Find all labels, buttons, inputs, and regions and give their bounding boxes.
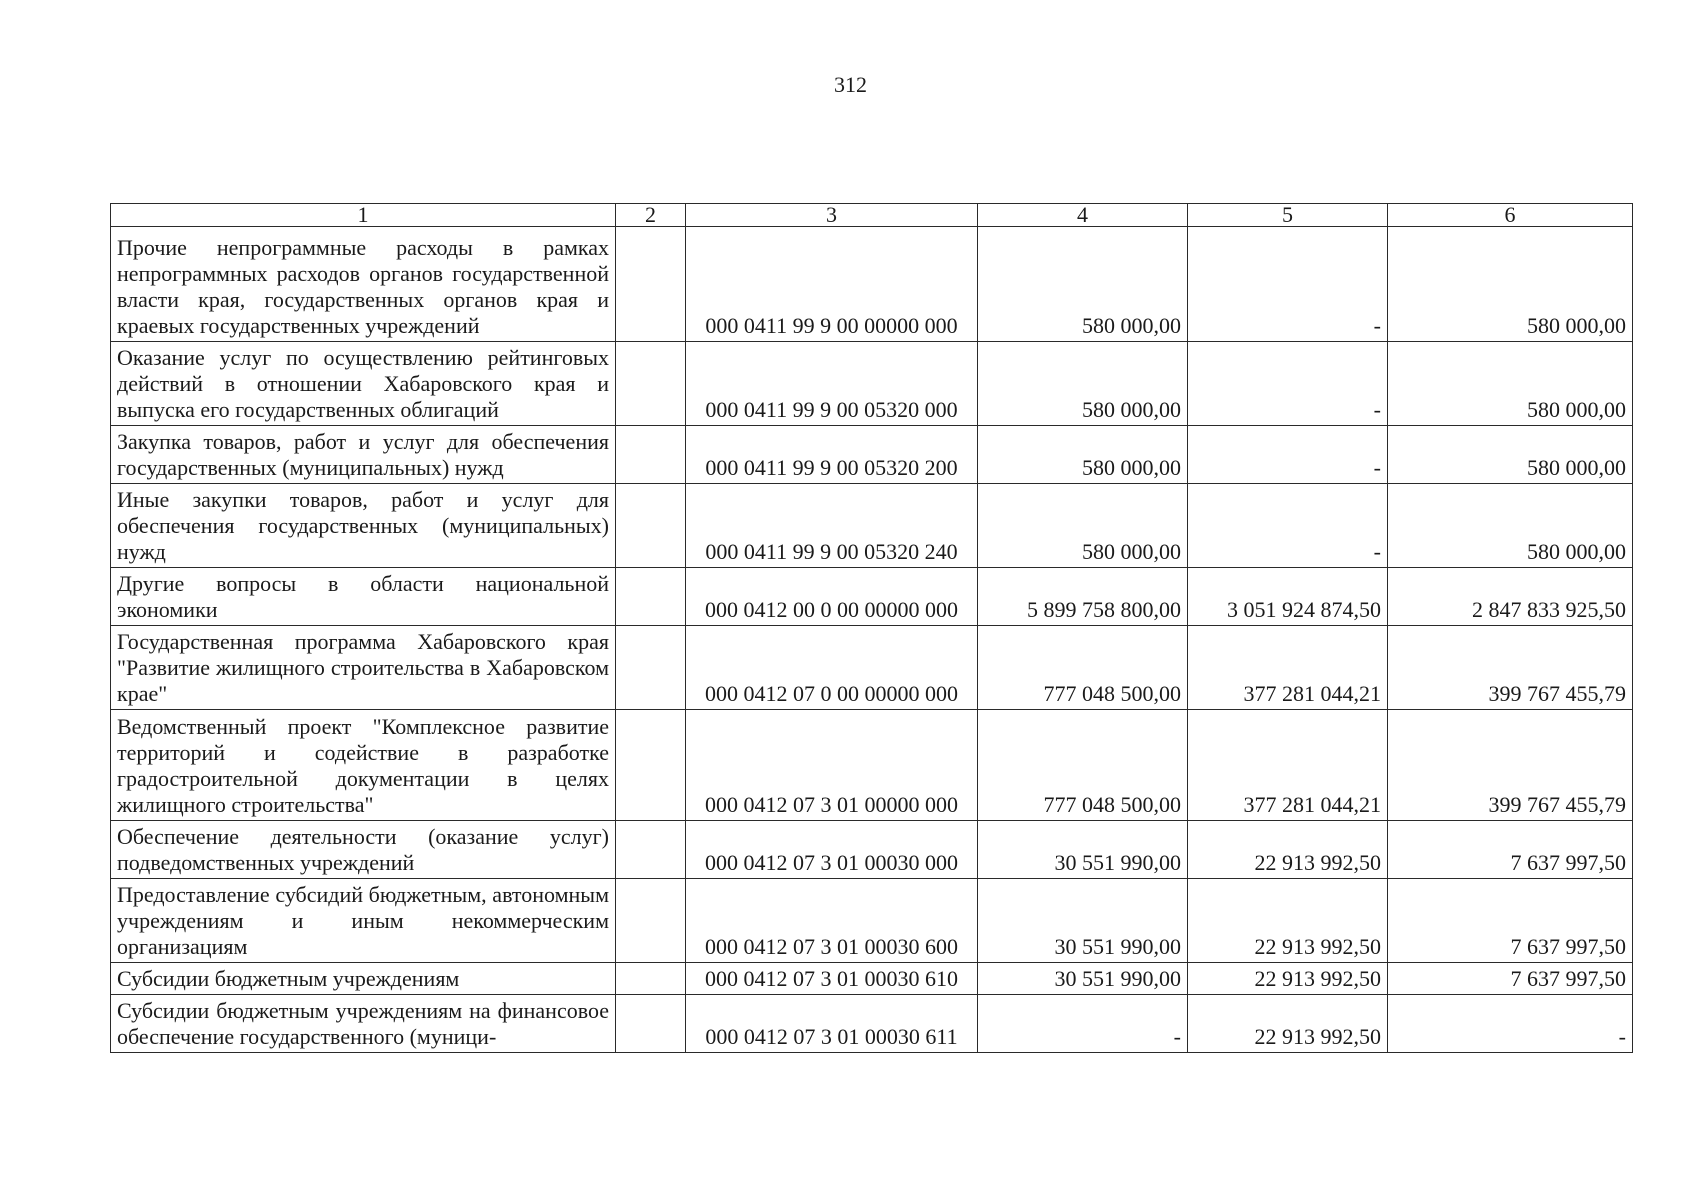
page-number: 312 <box>834 72 867 97</box>
column-header: 1 <box>111 204 616 227</box>
row-code: 000 0412 07 3 01 00030 600 <box>686 879 978 963</box>
row-value-4: 580 000,00 <box>978 342 1188 426</box>
row-value-6: 7 637 997,50 <box>1388 963 1633 995</box>
row-value-6: 580 000,00 <box>1388 227 1633 342</box>
row-description: Субсидии бюджетным учреждениям <box>111 963 616 995</box>
row-description: Государственная программа Хабаровского края "Развитие жилищного строительства в Хабаровском крае" <box>111 626 616 710</box>
row-description: Ведомственный проект "Комплексное развитие территорий и содействие в разработке градостроительной документации в целях жилищного строительства" <box>111 710 616 821</box>
row-value-6: 580 000,00 <box>1388 342 1633 426</box>
row-value-6: 580 000,00 <box>1388 426 1633 484</box>
row-value-5: 377 281 044,21 <box>1188 710 1388 821</box>
table-row <box>111 484 1633 568</box>
row-value-6: 399 767 455,79 <box>1388 710 1633 821</box>
row-value-6: 2 847 833 925,50 <box>1388 568 1633 626</box>
row-description: Иные закупки товаров, работ и услуг для обеспечения государственных (муниципальных) нужд <box>111 484 616 568</box>
row-value-5: 377 281 044,21 <box>1188 626 1388 710</box>
row-code: 000 0412 07 3 01 00030 610 <box>686 963 978 995</box>
row-code: 000 0411 99 9 00 05320 000 <box>686 342 978 426</box>
table-row <box>111 426 1633 484</box>
row-col2 <box>616 227 686 342</box>
row-col2 <box>616 568 686 626</box>
table-header-row <box>111 204 1633 227</box>
row-value-4: 777 048 500,00 <box>978 710 1188 821</box>
row-value-6: 580 000,00 <box>1388 484 1633 568</box>
row-value-6: 7 637 997,50 <box>1388 879 1633 963</box>
row-col2 <box>616 821 686 879</box>
row-value-4: 30 551 990,00 <box>978 879 1188 963</box>
row-value-5: - <box>1188 342 1388 426</box>
row-value-5: - <box>1188 484 1388 568</box>
row-description: Закупка товаров, работ и услуг для обеспечения государственных (муниципальных) нужд <box>111 426 616 484</box>
table-row <box>111 821 1633 879</box>
row-value-4: 777 048 500,00 <box>978 626 1188 710</box>
table-row <box>111 710 1633 821</box>
row-value-4: 5 899 758 800,00 <box>978 568 1188 626</box>
row-description: Другие вопросы в области национальной экономики <box>111 568 616 626</box>
row-value-5: - <box>1188 426 1388 484</box>
row-description: Субсидии бюджетным учреждениям на финансовое обеспечение государственного (муници- <box>111 995 616 1053</box>
row-col2 <box>616 963 686 995</box>
table-row <box>111 879 1633 963</box>
table-row <box>111 342 1633 426</box>
row-col2 <box>616 426 686 484</box>
row-value-5: 22 913 992,50 <box>1188 963 1388 995</box>
row-description: Прочие непрограммные расходы в рамках непрограммных расходов органов государственной власти края, государственных органов края и краевых государственных учреждений <box>111 227 616 342</box>
row-description: Обеспечение деятельности (оказание услуг) подведомственных учреждений <box>111 821 616 879</box>
row-col2 <box>616 879 686 963</box>
row-code: 000 0412 07 0 00 00000 000 <box>686 626 978 710</box>
table-row <box>111 626 1633 710</box>
row-code: 000 0411 99 9 00 05320 240 <box>686 484 978 568</box>
row-code: 000 0412 07 3 01 00030 000 <box>686 821 978 879</box>
row-value-4: 30 551 990,00 <box>978 821 1188 879</box>
row-col2 <box>616 995 686 1053</box>
column-header: 5 <box>1188 204 1388 227</box>
row-col2 <box>616 710 686 821</box>
row-value-6: 7 637 997,50 <box>1388 821 1633 879</box>
row-code: 000 0412 00 0 00 00000 000 <box>686 568 978 626</box>
row-value-5: 3 051 924 874,50 <box>1188 568 1388 626</box>
column-header: 4 <box>978 204 1188 227</box>
budget-table <box>110 203 1633 1053</box>
row-col2 <box>616 342 686 426</box>
table-row <box>111 963 1633 995</box>
row-value-4: 580 000,00 <box>978 484 1188 568</box>
row-value-4: 580 000,00 <box>978 227 1188 342</box>
row-code: 000 0411 99 9 00 00000 000 <box>686 227 978 342</box>
row-value-6: - <box>1388 995 1633 1053</box>
row-value-4: - <box>978 995 1188 1053</box>
table-row <box>111 227 1633 342</box>
row-code: 000 0412 07 3 01 00000 000 <box>686 710 978 821</box>
table-row <box>111 995 1633 1053</box>
table-row <box>111 568 1633 626</box>
row-description: Предоставление субсидий бюджетным, автономным учреждениям и иным некоммерческим организациям <box>111 879 616 963</box>
row-value-6: 399 767 455,79 <box>1388 626 1633 710</box>
row-col2 <box>616 484 686 568</box>
row-value-5: 22 913 992,50 <box>1188 995 1388 1053</box>
row-value-4: 30 551 990,00 <box>978 963 1188 995</box>
column-header: 2 <box>616 204 686 227</box>
column-header: 6 <box>1388 204 1633 227</box>
row-value-4: 580 000,00 <box>978 426 1188 484</box>
column-header: 3 <box>686 204 978 227</box>
row-value-5: 22 913 992,50 <box>1188 879 1388 963</box>
row-value-5: - <box>1188 227 1388 342</box>
row-code: 000 0412 07 3 01 00030 611 <box>686 995 978 1053</box>
row-value-5: 22 913 992,50 <box>1188 821 1388 879</box>
row-code: 000 0411 99 9 00 05320 200 <box>686 426 978 484</box>
row-col2 <box>616 626 686 710</box>
row-description: Оказание услуг по осуществлению рейтинговых действий в отношении Хабаровского края и выпуска его государственных облигаций <box>111 342 616 426</box>
